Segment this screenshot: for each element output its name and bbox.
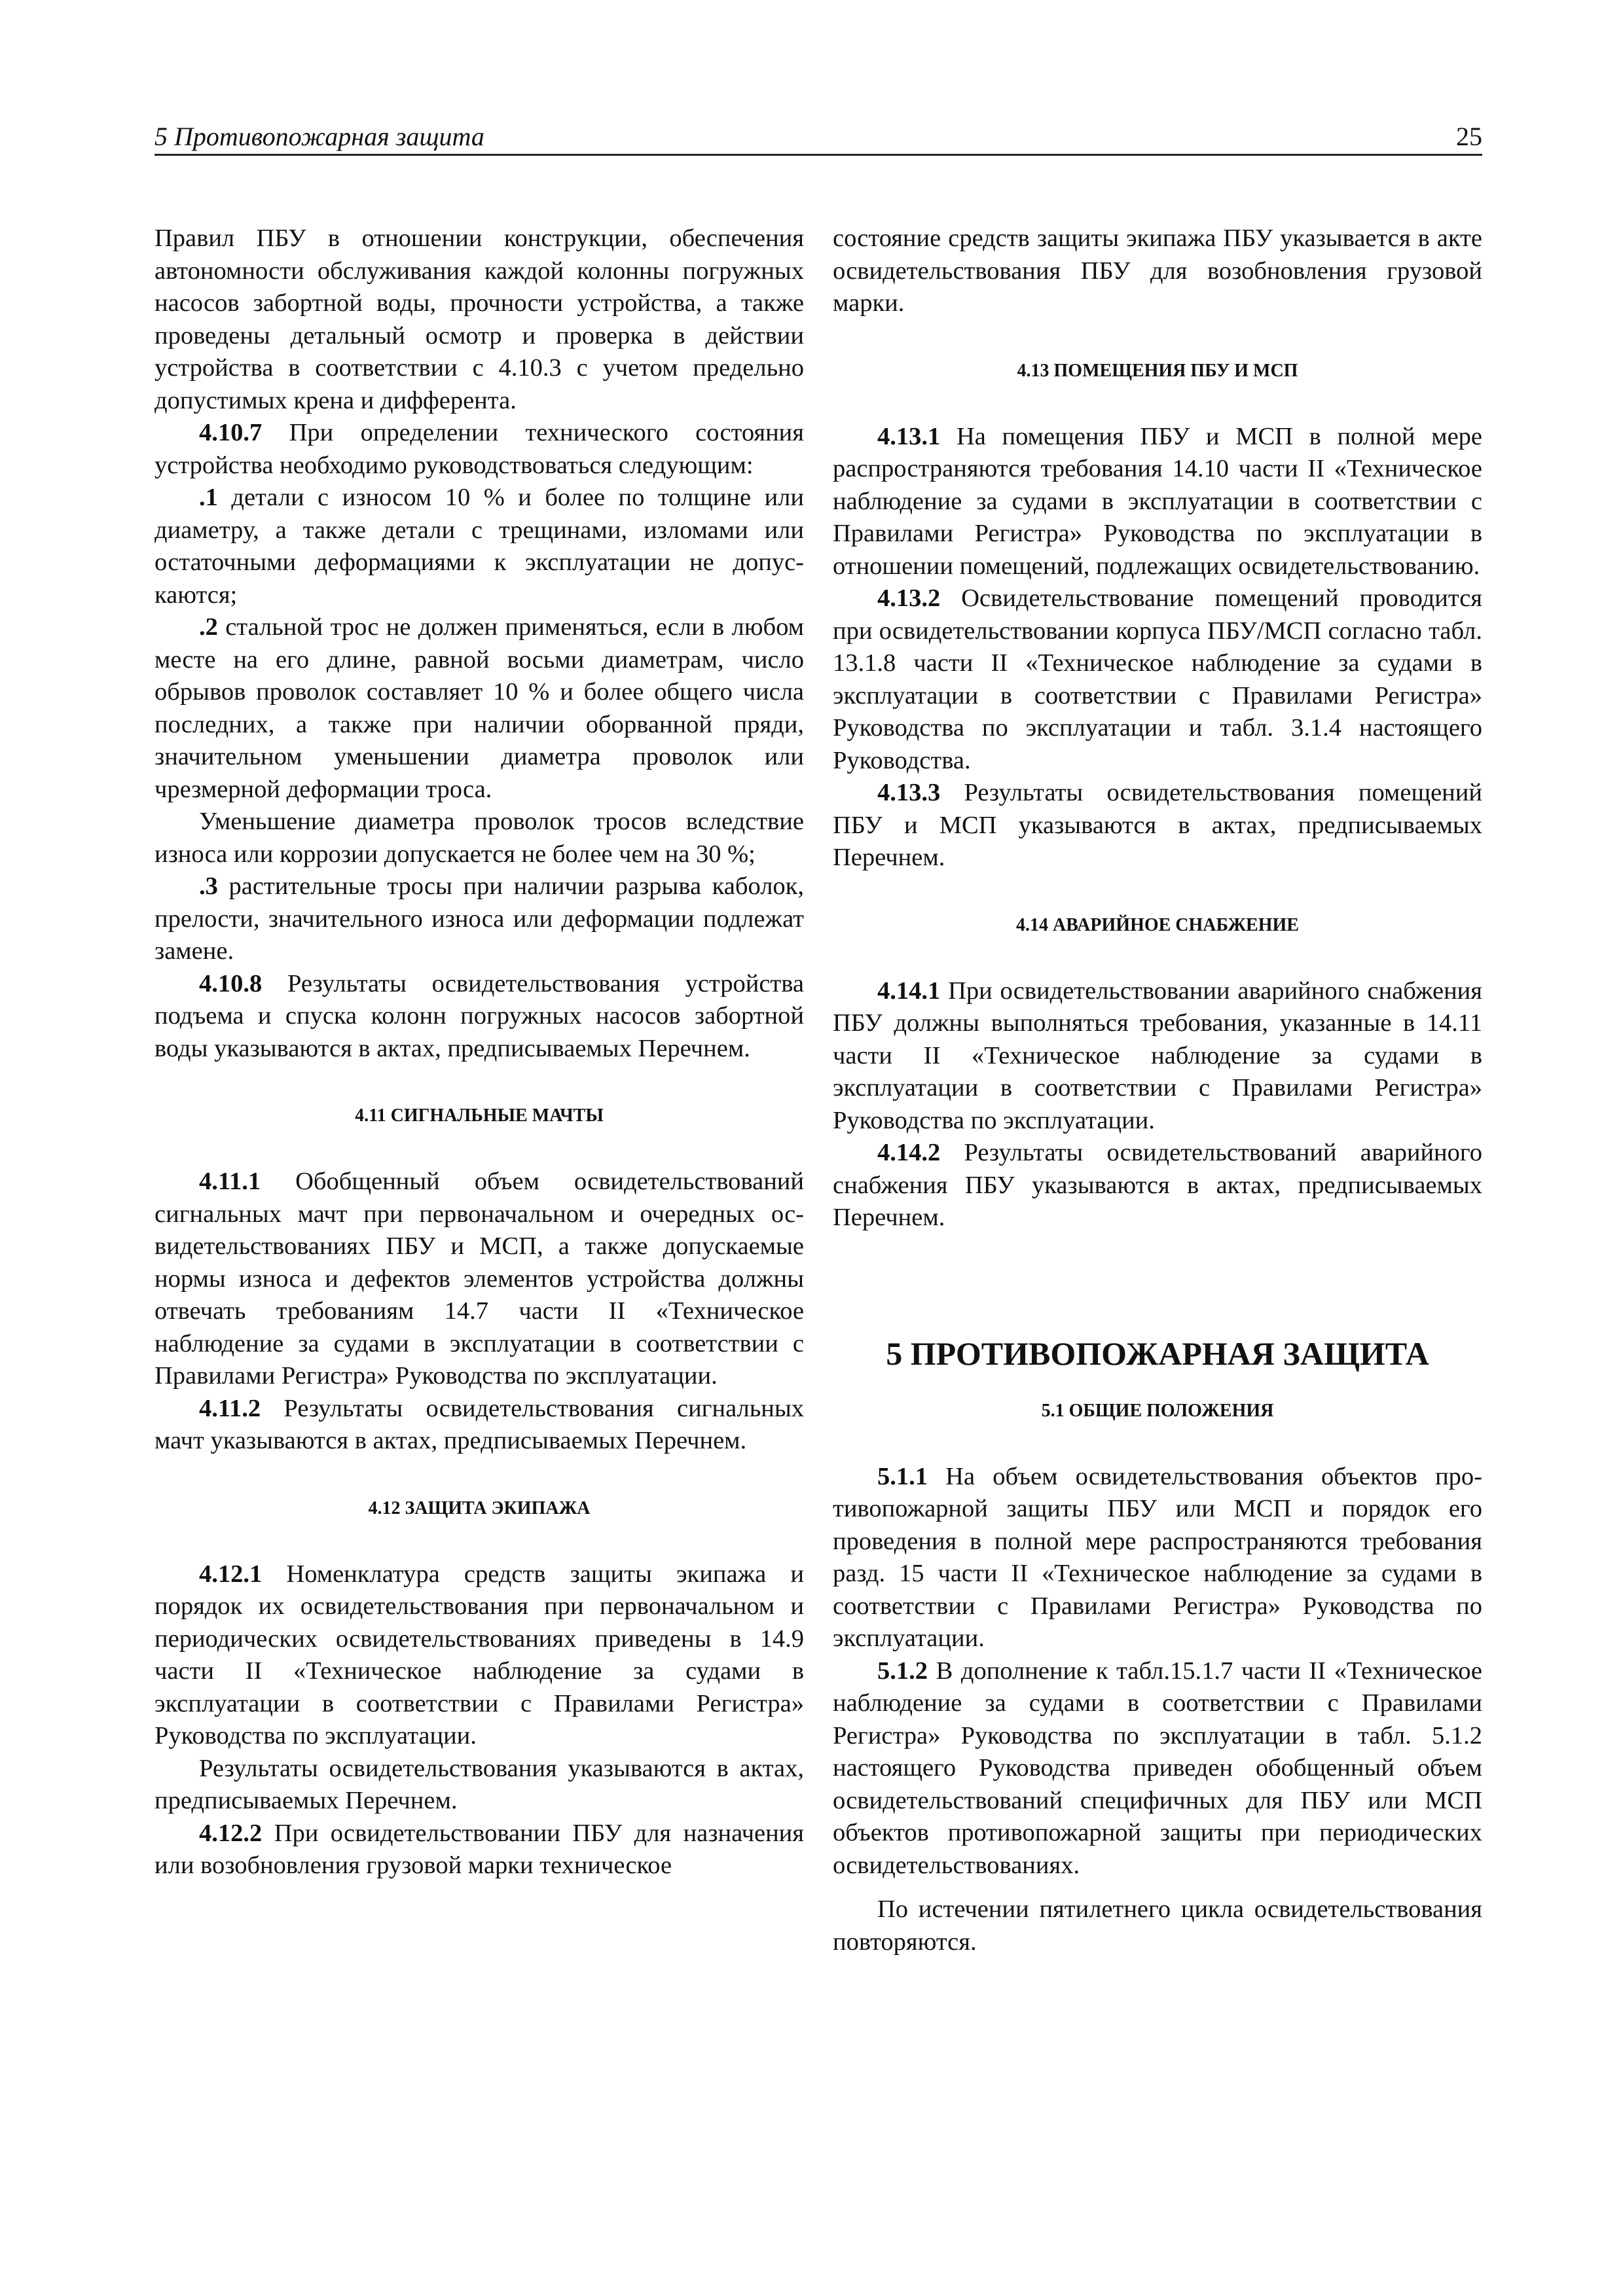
paragraph-text: Обобщенный объем освидетельствований сигнальных мачт при первоначальном и очередных освидетельствованиях ПБУ и МСП, а также допускаемые нормы износа и дефектов элементов устройства должны отвечать требованиям 14.7 части II «Техническое наблюдение за судами в эксплуатации в соответствии с Правилами Регистра» Руководства по эксплуатации. [155, 1168, 804, 1390]
paragraph-text: стальной трос не должен применяться, если в любом месте на его длине, равной восьми диаметрам, число обрывов проволок составляет 10 % и более общего числа последних, а также при наличии оборванной пряди, значительном уменьшении диаметра проволок или чрезмерной деформации троса. [155, 613, 804, 803]
clause-number: 4.14.2 [877, 1139, 941, 1166]
item-number: .1 [199, 484, 218, 511]
clause-number: 4.10.7 [199, 419, 263, 446]
paragraph-text: Результаты освидетельствования сигнальных мачт указываются в актах, предписываемых Перечнем. [155, 1394, 804, 1454]
paragraph-text: При освидетельствовании ПБУ для назначения или возобновления грузовой марки техническое [155, 1819, 804, 1879]
chapter-heading-5: 5 ПРОТИВОПОЖАРНАЯ ЗАЩИТА [886, 1335, 1429, 1372]
paragraph-results: Результаты освидетельствования указываются в актах, предписываемых Перечнем. [155, 1754, 804, 1814]
paragraph-text: При освидетельствовании аварийного снабжения ПБУ должны выполняться требования, указанные в 14.11 части II «Техническое наблюдение за судами в эксплуатации в соответствии с Правилами Регистра» Руководства по эксплуатации. [833, 977, 1482, 1134]
clause-number: 4.11.1 [199, 1168, 261, 1195]
paragraph-4-10-8 [155, 968, 804, 1066]
section-heading-4-14: 4.14 АВАРИЙНОЕ СНАБЖЕНИЕ [1016, 914, 1299, 935]
paragraph-text: На объем освидетельствования объектов противопожарной защиты ПБУ или МСП и порядок его проведения в полной мере распространяются требования разд. 15 части II «Техническое наблюдение за судами в соответствии с Правилами Регистра» Руководства по эксплуатации. [833, 1462, 1482, 1652]
paragraph-4-12-2 [155, 1818, 804, 1882]
list-item-3 [155, 870, 804, 968]
section-heading-4-11: 4.11 СИГНАЛЬНЫЕ МАЧТЫ [355, 1105, 604, 1126]
list-item-1 [155, 482, 804, 611]
paragraph-text: В дополнение к табл.15.1.7 части II «Техническое наблюдение за судами в соответствии с Правилами Регистра» Руководства по эксплуатации в табл. 5.1.2 настоящего Руководства приведен обобщенный объем освидетельствований специфичных для ПБУ или МСП объектов противопожарной защиты при периодических освидетельствованиях. [833, 1657, 1482, 1879]
paragraph-continued: состояние средств защиты экипажа ПБУ указывается в акте освидетельствования ПБУ для возобновления грузовой марки. [833, 224, 1482, 317]
paragraph-4-11-2 [155, 1393, 804, 1458]
clause-number: 5.1.1 [877, 1462, 928, 1490]
paragraph-5-1-2 [833, 1655, 1482, 1882]
paragraph-4-12-1 [155, 1558, 804, 1753]
paragraph-text: Освидетельствование помещений проводится при освидетельствовании корпуса ПБУ/МСП согласно табл. 13.1.8 части II «Техническое наблюдение за судами в эксплуатации в соответствии с Правилами Регистра» Руководства по эксплуатации и табл. 3.1.4 настоящего Руководства. [833, 584, 1482, 774]
clause-number: 4.14.1 [877, 977, 941, 1005]
paragraph-4-11-1 [155, 1166, 804, 1393]
running-header-title: 5 Противопожарная защита [155, 122, 484, 151]
item-number: .3 [199, 872, 218, 900]
section-heading-4-13: 4.13 ПОМЕЩЕНИЯ ПБУ И МСП [1017, 360, 1298, 381]
paragraph-text: детали с износом 10 % и более по толщине или диаметру, а также детали с трещинами, изломами или остаточными деформациями к эксплуатации не допускаются; [155, 484, 804, 609]
paragraph-cycle-repeat: По истечении пятилетнего цикла освидетельствования повторяются. [833, 1895, 1482, 1956]
paragraph-text: Номенклатура средств защиты экипажа и порядок их освидетельствования при первоначальном и периодических освидетельствованиях приведены в 14.9 части II «Техническое наблюдение за судами в эксплуатации в соответствии с Правилами Регистра» Руководства по эксплуатации. [155, 1560, 804, 1749]
paragraph-text: растительные тросы при наличии разрыва каболок, прелости, значительного износа или деформации подлежат замене. [155, 872, 804, 965]
paragraph-4-10-7 [155, 417, 804, 482]
clause-number: 4.13.1 [877, 422, 941, 450]
section-heading-5-1: 5.1 ОБЩИЕ ПОЛОЖЕНИЯ [1041, 1400, 1274, 1421]
paragraph-5-1-1 [833, 1461, 1482, 1655]
paragraph-text: Результаты освидетельствования устройства подъема и спуска колонн погружных насосов забортной воды указываются в актах, предписываемых Перечнем. [155, 969, 804, 1062]
list-item-2 [155, 611, 804, 806]
paragraph-text: При определении технического состояния устройства необходимо руководствоваться следующим: [155, 419, 804, 479]
right-column [833, 223, 1482, 1958]
section-heading-4-12: 4.12 ЗАЩИТА ЭКИПАЖА [368, 1498, 591, 1518]
left-column [155, 223, 804, 1882]
clause-number: 4.10.8 [199, 969, 263, 997]
paragraph-4-13-2 [833, 583, 1482, 777]
paragraph-4-14-1 [833, 975, 1482, 1138]
clause-number: 4.13.3 [877, 779, 941, 806]
paragraph-4-13-1 [833, 421, 1482, 583]
clause-number: 4.12.1 [199, 1560, 263, 1588]
paragraph-4-13-3 [833, 777, 1482, 874]
page-number: 25 [1456, 122, 1482, 151]
clause-number: 4.13.2 [877, 584, 941, 612]
clause-number: 4.11.2 [199, 1394, 261, 1422]
running-header [155, 120, 1482, 156]
paragraph-text: Результаты освидетельствования помещений ПБУ и МСП указываются в актах, предписываемых Перечнем. [833, 779, 1482, 871]
paragraph-continued: Правил ПБУ в отношении конструкции, обеспечения автономности обслуживания каждой колонны погружных насосов забортной воды, прочности устройства, а также проведены детальный осмотр и проверка в действии устройства в соответствии с 4.10.3 с учетом предельно допустимых крена и дифферента. [155, 224, 804, 414]
paragraph-text: Результаты освидетельствований аварийного снабжения ПБУ указываются в актах, предписываемых Перечнем. [833, 1139, 1482, 1231]
clause-number: 4.12.2 [199, 1819, 263, 1847]
clause-number: 5.1.2 [877, 1657, 928, 1685]
paragraph-wear-limit: Уменьшение диаметра проволок тросов вследствие износа или коррозии допускается не более чем на 30 %; [155, 808, 804, 868]
item-number: .2 [199, 613, 218, 641]
paragraph-4-14-2 [833, 1137, 1482, 1234]
paragraph-text: На помещения ПБУ и МСП в полной мере распространяются требования 14.10 части II «Техническое наблюдение за судами в эксплуатации в соответствии с Правилами Регистра» Руководства по эксплуатации в отношении помещений, подлежащих освидетельствованию. [833, 422, 1482, 580]
